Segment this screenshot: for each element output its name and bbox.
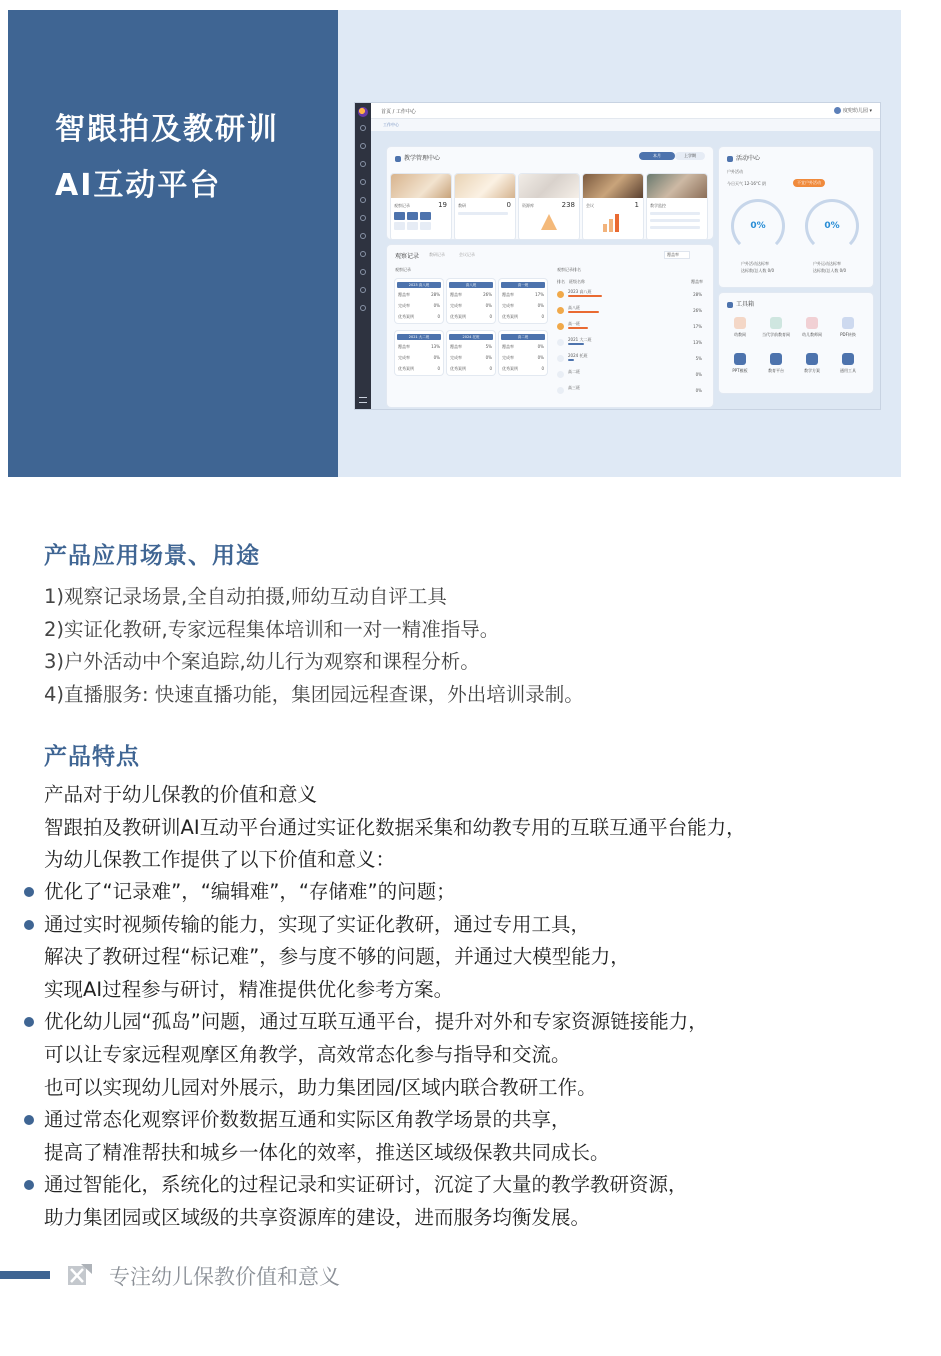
record-card: 2024 托班 覆盖率 5% 完成率 0% 优秀案例 0 bbox=[447, 331, 495, 375]
feature-bullet: 优化幼儿园“孤岛”问题，通过互联互通平台，提升对外和专家资源链接能力， 可以让专家远程观摩区角教学，高效常态化参与指导和交流。 也可以实现幼儿园对外展示，助力集团园/区域内联合教研工作。 bbox=[44, 1006, 708, 1104]
avatar bbox=[834, 107, 841, 114]
nav-icon bbox=[360, 179, 366, 185]
tool-icon bbox=[842, 353, 854, 365]
tool-item: 幼教网 bbox=[723, 317, 757, 338]
stat-card-monitor: 教学监控 bbox=[647, 174, 707, 239]
tool-icon bbox=[734, 317, 746, 329]
user-name: 度兜幼儿园 bbox=[842, 108, 868, 114]
tools-panel-title: 工具箱 bbox=[727, 299, 754, 308]
record-card: 高一班 覆盖率 17% 完成率 0% 优秀案例 0 bbox=[499, 279, 547, 323]
section-usage-title: 产品应用场景、用途 bbox=[44, 543, 260, 569]
section-features-title: 产品特点 bbox=[44, 744, 140, 770]
tab-work-center: 工作中心 bbox=[383, 122, 399, 127]
activity-subtitle: 户外活动 bbox=[727, 169, 743, 174]
nav-icon bbox=[360, 287, 366, 293]
hero-title-line1: 智跟拍及教研训 bbox=[55, 112, 279, 147]
records-left-title: 观察记录 bbox=[395, 267, 411, 272]
records-tab-meeting: 会议记录 bbox=[459, 252, 475, 257]
home-icon bbox=[360, 125, 366, 131]
stat-card-research: 教研 0 bbox=[455, 174, 515, 239]
tool-item: 教学方案 bbox=[795, 353, 829, 374]
nav-icon bbox=[360, 251, 366, 257]
app-logo-icon bbox=[358, 107, 368, 117]
ranking-row: 高二班 0% bbox=[557, 369, 702, 383]
tool-item: PPT模板 bbox=[723, 353, 757, 374]
stat-card-meeting: 会议 1 bbox=[583, 174, 643, 239]
nav-icon bbox=[360, 305, 366, 311]
outdoor-activity-gauge: 0% bbox=[731, 199, 785, 253]
toolbox-icon bbox=[727, 302, 733, 308]
stat-card-observation: 观察记录 19 bbox=[391, 174, 451, 239]
screenshot-sidebar bbox=[355, 103, 371, 409]
platform-screenshot bbox=[354, 102, 881, 410]
feature-bullet: 通过常态化观察评价数数据互通和实际区角教学场景的共享， 提高了精准帮扶和城乡一体化的效率，推送区域级保教共同成长。 bbox=[44, 1104, 708, 1169]
outdoor-warning-badge: 不宜户外活动 bbox=[793, 179, 825, 187]
outdoor-sport-gauge: 0% bbox=[805, 199, 859, 253]
activity-panel: 活动中心 户外活动 今日天气 12-16°C 阴 不宜户外活动 0% 0% 户外活动达标率 达标数/总人数 0/0 户外运动达标率 达标数/总人数 0/0 bbox=[719, 147, 873, 287]
footer-accent-bar bbox=[0, 1271, 50, 1279]
tool-icon bbox=[734, 353, 746, 365]
usage-item: 4)直播服务: 快速直播功能，集团园远程查课，外出培训录制。 bbox=[44, 682, 584, 706]
features-intro-line: 为幼儿保教工作提供了以下价值和意义： bbox=[44, 848, 396, 872]
card-image bbox=[391, 174, 451, 198]
tool-item: PDF转换 bbox=[831, 317, 865, 338]
screenshot-tab-strip bbox=[371, 119, 880, 131]
feature-bullet: 通过智能化，系统化的过程记录和实证研讨，沉淀了大量的教学教研资源， 助力集团园或区域级的共享资源库的建设，进而服务均衡发展。 bbox=[44, 1169, 708, 1234]
tool-icon bbox=[770, 353, 782, 365]
menu-icon bbox=[359, 397, 367, 403]
hero-banner bbox=[8, 10, 901, 477]
weather-text: 今日天气 12-16°C 阴 bbox=[727, 181, 766, 186]
toggle-semester: 上学期 bbox=[675, 152, 705, 160]
record-card: 高二班 覆盖率 0% 完成率 0% 优秀案例 0 bbox=[499, 331, 547, 375]
hero-title bbox=[55, 102, 279, 214]
nav-icon bbox=[360, 197, 366, 203]
record-card: 2023 高八班 覆盖率 28% 完成率 0% 优秀案例 0 bbox=[395, 279, 443, 323]
ranking-row: 高八班 26% bbox=[557, 305, 702, 319]
features-intro bbox=[44, 779, 746, 877]
tool-icon bbox=[806, 353, 818, 365]
teaching-panel-title: 教学管理中心 bbox=[395, 153, 440, 162]
usage-item: 2)实证化教研,专家远程集体培训和一对一精准指导。 bbox=[44, 617, 500, 641]
usage-list bbox=[44, 581, 584, 711]
features-intro-line: 智跟拍及教研训AI互动平台通过实证化数据采集和幼教专用的互联互通平台能力， bbox=[44, 815, 746, 839]
book-icon bbox=[395, 156, 401, 162]
ranking-row: 2023 高八班 28% bbox=[557, 289, 702, 303]
usage-item: 3)户外活动中个案追踪,幼儿行为观察和课程分析。 bbox=[44, 650, 480, 674]
record-grid bbox=[395, 279, 555, 399]
stat-card-resources: 资源库 238 bbox=[519, 174, 579, 239]
toggle-month: 本月 bbox=[639, 152, 675, 160]
records-tab-research: 教研记录 bbox=[429, 252, 445, 257]
records-panel bbox=[387, 245, 713, 407]
crown-icon bbox=[557, 323, 564, 330]
footer-slogan: 专注幼儿保教价值和意义 bbox=[109, 1265, 340, 1289]
card-image bbox=[583, 174, 643, 198]
rank-badge bbox=[557, 371, 564, 378]
card-image bbox=[519, 174, 579, 198]
teaching-panel bbox=[387, 147, 713, 239]
nav-icon bbox=[360, 269, 366, 275]
features-bullet-list bbox=[44, 876, 708, 1235]
rank-badge bbox=[557, 355, 564, 362]
tool-icon bbox=[770, 317, 782, 329]
tool-item: 当代学前教育网 bbox=[759, 317, 793, 338]
features-intro-line: 产品对于幼儿保教的价值和意义 bbox=[44, 783, 318, 806]
record-card: 高八班 覆盖率 26% 完成率 0% 优秀案例 0 bbox=[447, 279, 495, 323]
tool-icon bbox=[806, 317, 818, 329]
usage-item: 1)观察记录场景,全自动拍摄,师幼互动自评工具 bbox=[44, 585, 447, 608]
tool-item: 教育平台 bbox=[759, 353, 793, 374]
card-image bbox=[455, 174, 515, 198]
rank-badge bbox=[557, 387, 564, 394]
user-menu: 度兜幼儿园 ▾ bbox=[834, 107, 872, 114]
tools-panel bbox=[719, 293, 873, 393]
brand-mark-icon bbox=[67, 1263, 93, 1287]
card-image bbox=[647, 174, 707, 198]
record-card: 2021 大二班 覆盖率 13% 完成率 0% 优秀案例 0 bbox=[395, 331, 443, 375]
records-tab-observation: 观察记录 bbox=[395, 253, 420, 260]
ranking-row: 高三班 0% bbox=[557, 385, 702, 399]
coverage-select: 覆盖率 bbox=[665, 252, 689, 258]
activity-panel-title: 活动中心 bbox=[727, 153, 760, 162]
ranking-row: 高一班 17% bbox=[557, 321, 702, 335]
ranking-row: 2021 大二班 13% bbox=[557, 337, 702, 351]
nav-icon bbox=[360, 215, 366, 221]
pyramid-icon bbox=[541, 214, 557, 230]
nav-icon bbox=[360, 233, 366, 239]
crown-icon bbox=[557, 291, 564, 298]
ranking-list: 排名 班级名称 覆盖率 2023 高八班 28% 高八班 26% 高一班 17% 2021 大二班 13% 2024 托班 5% 高二班 0% 高三班 0% bbox=[557, 277, 707, 403]
rank-badge bbox=[557, 339, 564, 346]
tool-item: 幼儿教师网 bbox=[795, 317, 829, 338]
tool-item: 通用工具 bbox=[831, 353, 865, 374]
breadcrumb: 首页 / 工作中心 bbox=[381, 109, 416, 115]
hero-title-line2: AI互动平台 bbox=[55, 168, 222, 203]
records-right-title: 观察记录排名 bbox=[557, 267, 581, 272]
screenshot-topbar bbox=[371, 103, 880, 119]
feature-bullet: 通过实时视频传输的能力，实现了实证化教研，通过专用工具， 解决了教研过程“标记难”，参与度不够的问题，并通过大模型能力， 实现AI过程参与研讨，精准提供优化参考方案。 bbox=[44, 909, 708, 1007]
crown-icon bbox=[557, 307, 564, 314]
nav-icon bbox=[360, 143, 366, 149]
hero-title-block bbox=[8, 10, 338, 477]
tool-icon bbox=[842, 317, 854, 329]
camera-icon bbox=[727, 156, 733, 162]
ranking-row: 2024 托班 5% bbox=[557, 353, 702, 367]
feature-bullet: 优化了“记录难”，“编辑难”，“存储难”的问题； bbox=[44, 876, 708, 909]
nav-icon bbox=[360, 161, 366, 167]
